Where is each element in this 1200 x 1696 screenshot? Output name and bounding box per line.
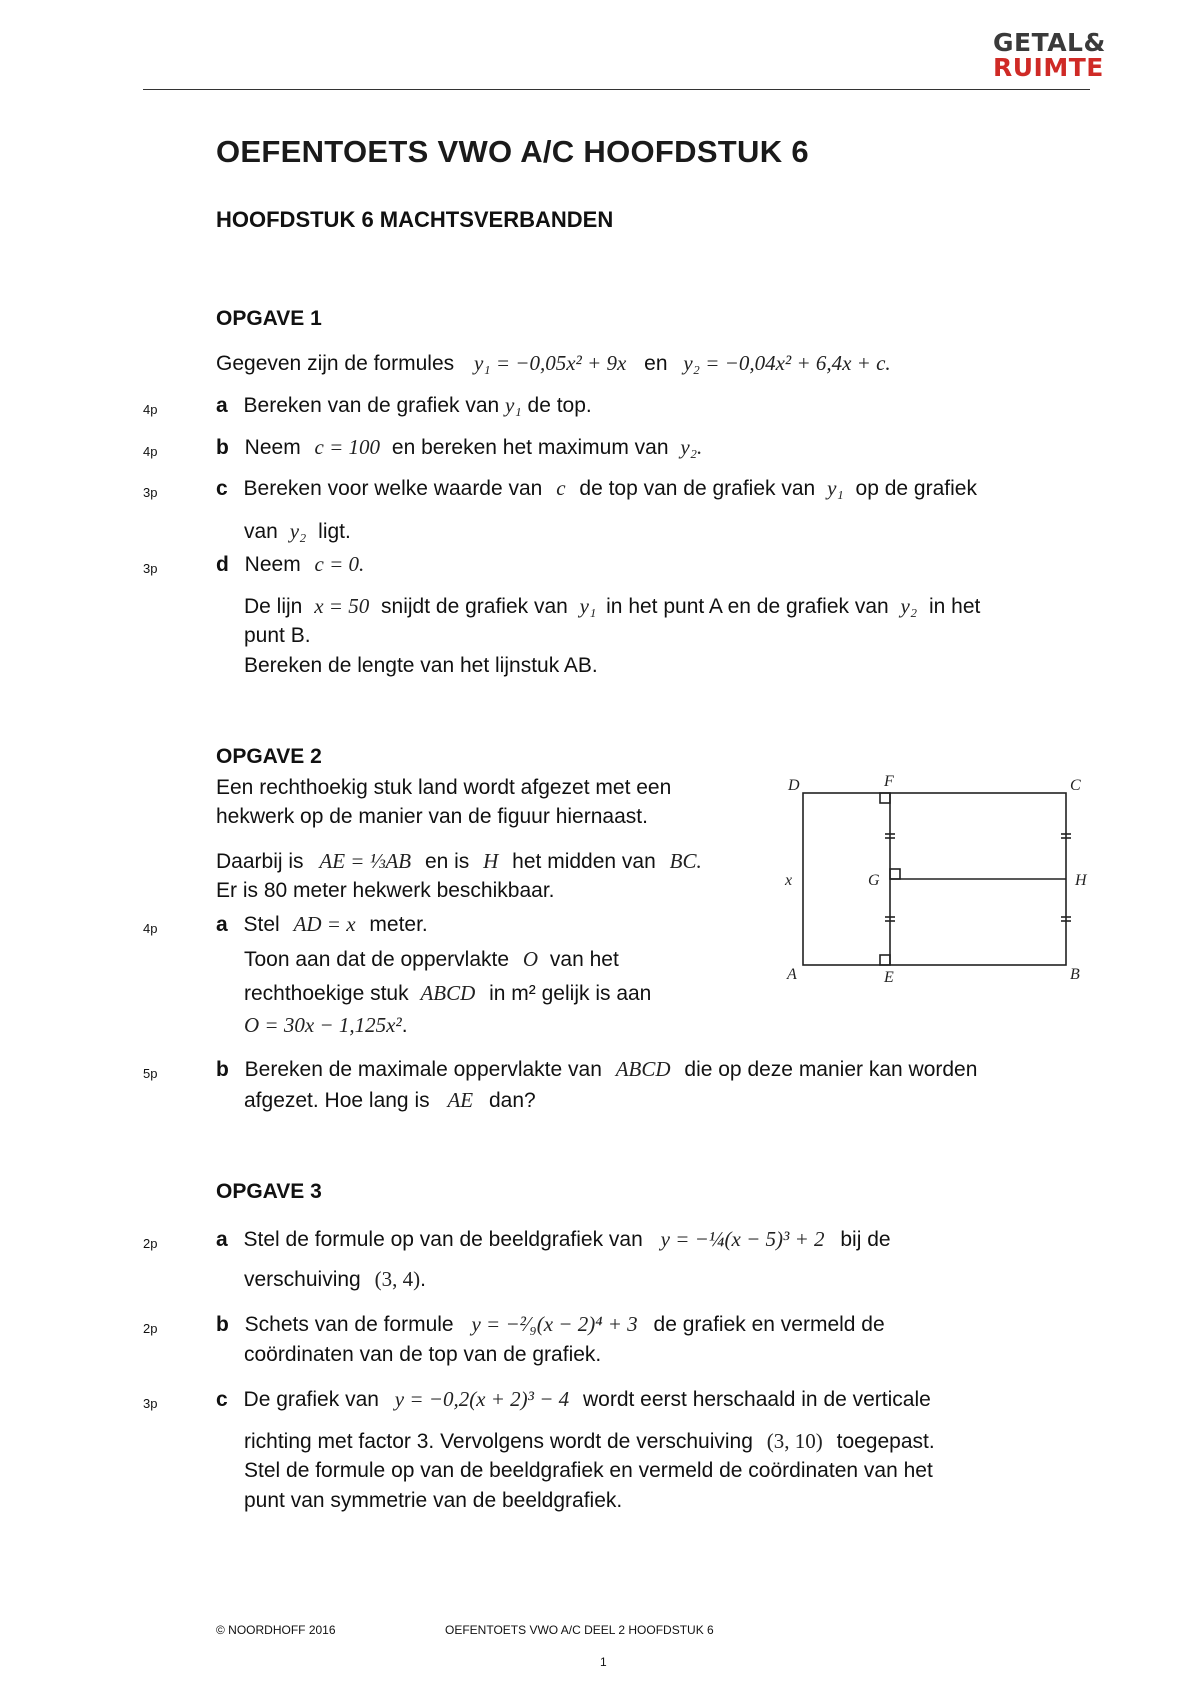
question-1b <box>216 434 702 461</box>
text-1c-4: van <box>244 520 278 543</box>
opgave2-heading: OPGAVE 2 <box>216 745 322 768</box>
text-2b-3: afgezet. Hoe lang is <box>244 1089 430 1112</box>
text-1b-1: Neem <box>244 436 301 459</box>
opgave3-heading: OPGAVE 3 <box>216 1180 322 1203</box>
question-2a-line2 <box>244 946 619 973</box>
math-1d-1: c = 0. <box>314 552 365 576</box>
label-d: D <box>788 777 800 794</box>
points-2a: 4p <box>143 921 158 936</box>
math-1c-1: c <box>556 476 566 500</box>
question-3a-line2 <box>244 1266 426 1293</box>
figure-rectangle-abcd <box>780 770 1100 985</box>
intro-en: en <box>644 352 668 375</box>
text-3c-4: toegepast. <box>836 1430 935 1453</box>
label-3c: c <box>216 1388 228 1411</box>
text-3c-2: wordt eerst herschaald in de verticale <box>582 1388 931 1411</box>
text-3c-1: De grafiek van <box>243 1388 379 1411</box>
brand-logo <box>993 30 1106 80</box>
question-3c-line1 <box>216 1386 931 1413</box>
label-2a: a <box>216 913 228 936</box>
math-2a-3: ABCD <box>420 981 476 1005</box>
math-2-bc: BC. <box>669 849 702 873</box>
label-h: H <box>1075 872 1087 889</box>
label-1b: b <box>216 436 229 459</box>
math-3a-2: (3, 4) <box>374 1267 421 1291</box>
text-1b-2: en bereken het maximum van <box>391 436 669 459</box>
question-2a-line4 <box>244 1012 408 1039</box>
question-3a-line1 <box>216 1226 891 1253</box>
text-1d-5: in het <box>929 595 981 618</box>
text-2-3a: Daarbij is <box>216 850 304 873</box>
label-1a: a <box>216 394 228 417</box>
question-2b-line1 <box>216 1056 977 1083</box>
brand-line1: GETAL& <box>993 28 1106 57</box>
math-2a-4: O = 30x − 1,125x² <box>244 1013 402 1037</box>
math-1b-2: y₂. <box>680 435 703 459</box>
math-1d-2: x = 50 <box>314 594 370 618</box>
text-1c-3: op de grafiek <box>855 477 977 500</box>
points-1d: 3p <box>143 561 158 576</box>
right-angle-g <box>890 869 900 879</box>
text-1a-2: de top. <box>527 394 592 417</box>
text-2b-1: Bereken de maximale oppervlakte van <box>244 1058 602 1081</box>
opgave1-heading: OPGAVE 1 <box>216 307 322 330</box>
text-3b-2: de grafiek en vermeld de <box>653 1313 885 1336</box>
math-2-h: H <box>483 849 499 873</box>
text-1c-2: de top van de grafiek van <box>579 477 816 500</box>
points-1a: 4p <box>143 402 158 417</box>
text-1c-1: Bereken voor welke waarde van <box>243 477 543 500</box>
text-3a-2: bij de <box>840 1228 891 1251</box>
text-1d-1: Neem <box>244 553 301 576</box>
math-1d-3: y₁ <box>579 594 597 618</box>
math-1c-3: y₂ <box>289 519 307 543</box>
label-c: C <box>1070 777 1081 794</box>
question-1a <box>216 392 592 419</box>
footer-copyright: © NOORDHOFF 2016 <box>216 1623 336 1637</box>
right-angle-f <box>880 793 890 803</box>
label-x: x <box>785 872 793 889</box>
formula-y2: y₂ = −0,04x² + 6,4x + c. <box>683 351 891 375</box>
footer-page-number: 1 <box>600 1655 607 1669</box>
math-3b-1: y = −²⁄₉(x − 2)⁴ + 3 <box>471 1312 638 1336</box>
text-2a-4: van het <box>549 948 619 971</box>
text-2a-7: . <box>401 1014 408 1037</box>
label-g: G <box>868 872 880 889</box>
math-2b-1: ABCD <box>615 1057 671 1081</box>
right-angle-e <box>880 955 890 965</box>
points-1c: 3p <box>143 485 158 500</box>
text-2a-2: meter. <box>369 913 428 936</box>
question-1d-line2 <box>244 593 980 620</box>
label-a: A <box>787 966 797 983</box>
math-2a-1: AD = x <box>293 912 356 936</box>
label-f: F <box>884 773 894 790</box>
text-2a-3: Toon aan dat de oppervlakte <box>244 948 510 971</box>
points-3c: 3p <box>143 1396 158 1411</box>
text-2b-4: dan? <box>488 1089 536 1112</box>
intro-text: Gegeven zijn de formules <box>216 352 455 375</box>
text-2b-2: die op deze manier kan worden <box>684 1058 978 1081</box>
text-1d-2: De lijn <box>244 595 303 618</box>
footer-doc-title: OEFENTOETS VWO A/C DEEL 2 HOOFDSTUK 6 <box>445 1623 714 1637</box>
question-3b-line2: coördinaten van de top van de grafiek. <box>244 1343 602 1366</box>
question-3b-line1 <box>216 1311 885 1338</box>
text-3b-1: Schets van de formule <box>244 1313 454 1336</box>
opgave2-line2: hekwerk op de manier van de figuur hiernaast. <box>216 805 648 828</box>
points-2b: 5p <box>143 1066 158 1081</box>
formula-y1: y₁ = −0,05x² + 9x <box>473 351 627 375</box>
text-1d-3: snijdt de grafiek van <box>381 595 568 618</box>
math-3c-2: (3, 10) <box>766 1429 823 1453</box>
text-3a-4: . <box>420 1268 426 1291</box>
text-1c-5: ligt. <box>318 520 351 543</box>
question-1c-line1 <box>216 475 977 502</box>
question-3c-line2 <box>244 1428 935 1455</box>
opgave2-line1: Een rechthoekig stuk land wordt afgezet met een <box>216 776 672 799</box>
text-1d-4: in het punt A en de grafiek van <box>606 595 889 618</box>
math-1d-4: y₂ <box>900 594 918 618</box>
text-3a-3: verschuiving <box>244 1268 361 1291</box>
text-3a-1: Stel de formule op van de beeldgrafiek van <box>243 1228 643 1251</box>
math-1b-1: c = 100 <box>314 435 381 459</box>
text-2a-6: in m² gelijk is aan <box>489 982 652 1005</box>
question-2a-line1 <box>216 911 428 938</box>
math-3a-1: y = −¼(x − 5)³ + 2 <box>660 1227 825 1251</box>
page-subtitle: HOOFDSTUK 6 MACHTSVERBANDEN <box>216 207 614 232</box>
points-3a: 2p <box>143 1236 158 1251</box>
points-3b: 2p <box>143 1321 158 1336</box>
question-2a-line3 <box>244 980 651 1007</box>
text-2-3b: en is <box>424 850 470 873</box>
label-b: B <box>1070 966 1080 983</box>
question-3c-line4: punt van symmetrie van de beeldgrafiek. <box>244 1489 623 1512</box>
math-2a-2: O <box>522 947 539 971</box>
question-2b-line2 <box>244 1087 536 1114</box>
tick-marks <box>885 834 1071 921</box>
page-title: OEFENTOETS VWO A/C HOOFDSTUK 6 <box>216 134 809 169</box>
label-1d: d <box>216 553 229 576</box>
text-2a-5: rechthoekige stuk <box>244 982 409 1005</box>
label-3b: b <box>216 1313 229 1336</box>
label-1c: c <box>216 477 228 500</box>
math-2-ae: AE = ⅓AB <box>319 849 412 873</box>
opgave2-line3 <box>216 848 702 875</box>
question-1c-line2 <box>244 518 351 545</box>
math-1c-2: y₁ <box>827 476 844 500</box>
question-1d-line1 <box>216 551 364 578</box>
label-e: E <box>884 969 894 985</box>
label-2b: b <box>216 1058 229 1081</box>
math-1a-1: y₁ <box>505 393 522 417</box>
opgave1-intro <box>216 350 891 377</box>
text-1d-7: Bereken de lengte van het lijnstuk AB. <box>244 654 598 677</box>
points-1b: 4p <box>143 444 158 459</box>
header-rule <box>143 89 1090 90</box>
text-3c-3: richting met factor 3. Vervolgens wordt de verschuiving <box>244 1430 753 1453</box>
brand-line2: RUIMTE <box>993 53 1104 82</box>
opgave2-line4: Er is 80 meter hekwerk beschikbaar. <box>216 879 555 902</box>
question-3c-line3: Stel de formule op van de beeldgrafiek en vermeld de coördinaten van het <box>244 1459 933 1482</box>
label-3a: a <box>216 1228 228 1251</box>
math-3c-1: y = −0,2(x + 2)³ − 4 <box>394 1387 570 1411</box>
math-2b-2: AE <box>447 1088 474 1112</box>
text-1a-1: Bereken van de grafiek van <box>243 394 500 417</box>
text-2-3c: het midden van <box>512 850 656 873</box>
text-1d-6: punt B. <box>244 624 311 647</box>
text-2a-1: Stel <box>243 913 280 936</box>
